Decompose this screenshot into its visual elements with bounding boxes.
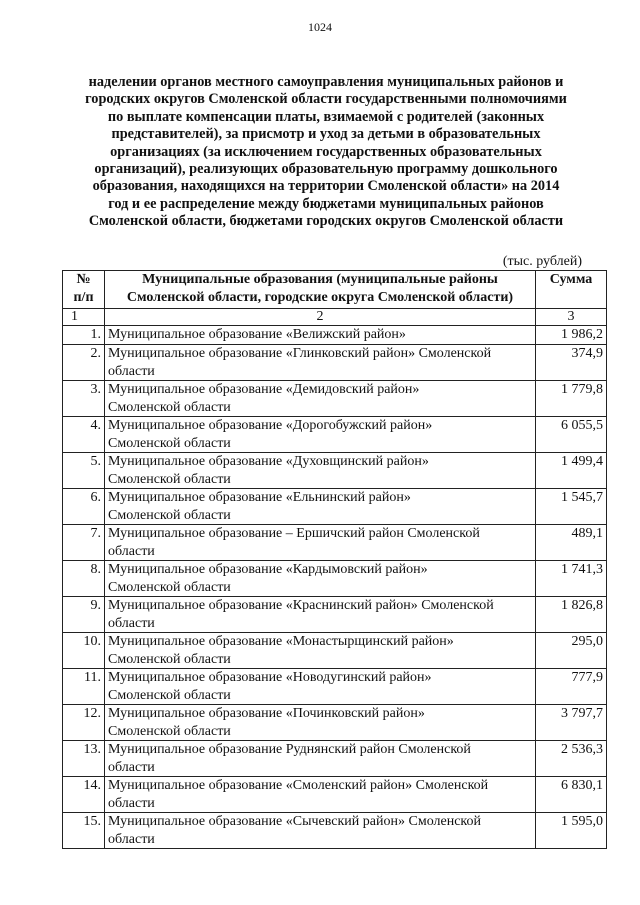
municipality-name xyxy=(105,381,536,417)
column-index: 1 xyxy=(63,309,105,326)
municipality-name-line: Смоленской области xyxy=(108,579,231,595)
municipality-name-line: Муниципальное образование «Ельнинский район» xyxy=(108,490,411,505)
table-row xyxy=(63,489,607,525)
row-number: 14. xyxy=(63,777,105,813)
table-row xyxy=(63,669,607,705)
table-row xyxy=(63,381,607,417)
row-sum: 295,0 xyxy=(536,633,607,669)
row-sum: 1 826,8 xyxy=(536,597,607,633)
municipality-name-line: Муниципальное образование Руднянский район Смоленской xyxy=(108,742,471,757)
municipality-name xyxy=(105,561,536,597)
table-row xyxy=(63,453,607,489)
row-number: 4. xyxy=(63,417,105,453)
row-sum: 6 830,1 xyxy=(536,777,607,813)
row-sum: 2 536,3 xyxy=(536,741,607,777)
municipality-name-line: Муниципальное образование «Монастырщинский район» xyxy=(108,634,454,649)
municipality-name-line: Муниципальное образование «Кардымовский район» xyxy=(108,562,428,577)
municipality-name-line: области xyxy=(108,543,155,559)
row-sum: 1 779,8 xyxy=(536,381,607,417)
municipality-name-line: Муниципальное образование «Духовщинский район» xyxy=(108,454,429,469)
municipality-name-line: области xyxy=(108,615,155,631)
municipality-name xyxy=(105,597,536,633)
column-index: 2 xyxy=(105,309,536,326)
table-row xyxy=(63,741,607,777)
heading-line: год и ее распределение между бюджетами муниципальных районов xyxy=(108,195,544,212)
page-number: 1024 xyxy=(308,20,332,34)
row-sum: 374,9 xyxy=(536,345,607,381)
municipality-name xyxy=(105,345,536,381)
municipality-name xyxy=(105,489,536,525)
row-sum: 1 499,4 xyxy=(536,453,607,489)
municipality-name xyxy=(105,777,536,813)
municipality-name-line: Муниципальное образование – Ершичский район Смоленской xyxy=(108,526,480,541)
row-number: 13. xyxy=(63,741,105,777)
heading-line: организаций), реализующих образовательную программу дошкольного xyxy=(94,161,558,178)
municipality-name xyxy=(105,453,536,489)
table-row xyxy=(63,777,607,813)
units-label: (тыс. рублей) xyxy=(502,254,582,269)
row-sum: 489,1 xyxy=(536,525,607,561)
municipality-name xyxy=(105,669,536,705)
municipality-name-line: Муниципальное образование «Починковский район» xyxy=(108,706,425,721)
row-number: 2. xyxy=(63,345,105,381)
header-sum: Сумма xyxy=(536,271,607,309)
row-number: 11. xyxy=(63,669,105,705)
header-number: № п/п xyxy=(63,271,105,309)
table-row xyxy=(63,705,607,741)
row-number: 1. xyxy=(63,326,105,345)
table-row xyxy=(63,326,607,345)
municipality-name-line: Муниципальное образование «Дорогобужский район» xyxy=(108,418,433,433)
municipality-name-line: области xyxy=(108,795,155,811)
table-header-row xyxy=(63,271,607,309)
row-sum: 1 986,2 xyxy=(536,326,607,345)
heading-line: представителей), за присмотр и уход за детьми в образовательных xyxy=(111,126,541,143)
municipality-name xyxy=(105,417,536,453)
row-sum: 1 545,7 xyxy=(536,489,607,525)
municipality-name-line: Смоленской области xyxy=(108,471,231,487)
municipality-name-line: Муниципальное образование «Велижский район» xyxy=(108,327,406,342)
municipality-name xyxy=(105,705,536,741)
municipality-name xyxy=(105,326,536,345)
row-sum: 3 797,7 xyxy=(536,705,607,741)
heading-line: городских округов Смоленской области государственными полномочиями xyxy=(85,91,567,108)
municipality-name-line: Муниципальное образование «Сычевский район» Смоленской xyxy=(108,814,481,829)
row-number: 9. xyxy=(63,597,105,633)
municipality-name-line: Смоленской области xyxy=(108,687,231,703)
municipality-name-line: Смоленской области xyxy=(108,723,231,739)
municipality-name-line: Муниципальное образование «Новодугинский район» xyxy=(108,670,432,685)
municipality-name xyxy=(105,813,536,849)
row-sum: 777,9 xyxy=(536,669,607,705)
heading-line: образования, находящихся на территории Смоленской области» на 2014 xyxy=(92,178,560,195)
table-row xyxy=(63,633,607,669)
row-number: 15. xyxy=(63,813,105,849)
table-row xyxy=(63,417,607,453)
document-heading xyxy=(64,74,588,231)
row-sum: 1 741,3 xyxy=(536,561,607,597)
municipality-name-line: Муниципальное образование «Смоленский район» Смоленской xyxy=(108,778,489,793)
row-number: 3. xyxy=(63,381,105,417)
heading-line: организациях (за исключением государственных образовательных xyxy=(110,143,542,160)
municipality-name-line: Смоленской области xyxy=(108,651,231,667)
municipality-name-line: Муниципальное образование «Глинковский район» Смоленской xyxy=(108,346,492,361)
municipality-name xyxy=(105,525,536,561)
row-sum: 6 055,5 xyxy=(536,417,607,453)
municipality-name-line: Муниципальное образование «Краснинский район» Смоленской xyxy=(108,598,494,613)
row-number: 10. xyxy=(63,633,105,669)
municipality-name-line: Смоленской области xyxy=(108,435,231,451)
municipality-name-line: области xyxy=(108,759,155,775)
row-number: 8. xyxy=(63,561,105,597)
table-row xyxy=(63,345,607,381)
table-row xyxy=(63,597,607,633)
municipality-name-line: Смоленской области xyxy=(108,507,231,523)
row-number: 6. xyxy=(63,489,105,525)
row-sum: 1 595,0 xyxy=(536,813,607,849)
table-row xyxy=(63,561,607,597)
municipality-name-line: Смоленской области xyxy=(108,399,231,415)
municipality-name-line: Муниципальное образование «Демидовский район» xyxy=(108,382,420,397)
column-index-row xyxy=(63,309,607,326)
municipality-name xyxy=(105,633,536,669)
heading-line: наделении органов местного самоуправления муниципальных районов и xyxy=(88,74,564,90)
row-number: 5. xyxy=(63,453,105,489)
heading-line: Смоленской области, бюджетами городских округов Смоленской области xyxy=(88,213,564,230)
municipality-name-line: области xyxy=(108,363,155,379)
distribution-table xyxy=(62,270,607,849)
table-row xyxy=(63,813,607,849)
row-number: 7. xyxy=(63,525,105,561)
heading-line: по выплате компенсации платы, взимаемой с родителей (законных xyxy=(107,108,545,125)
municipality-name-line: области xyxy=(108,831,155,847)
table-row xyxy=(63,525,607,561)
header-municipality: Муниципальные образования (муниципальные районы Смоленской области, городские округа Смоленской области) xyxy=(105,271,536,309)
row-number: 12. xyxy=(63,705,105,741)
table-body xyxy=(63,309,607,849)
column-index: 3 xyxy=(536,309,607,326)
municipality-name xyxy=(105,741,536,777)
